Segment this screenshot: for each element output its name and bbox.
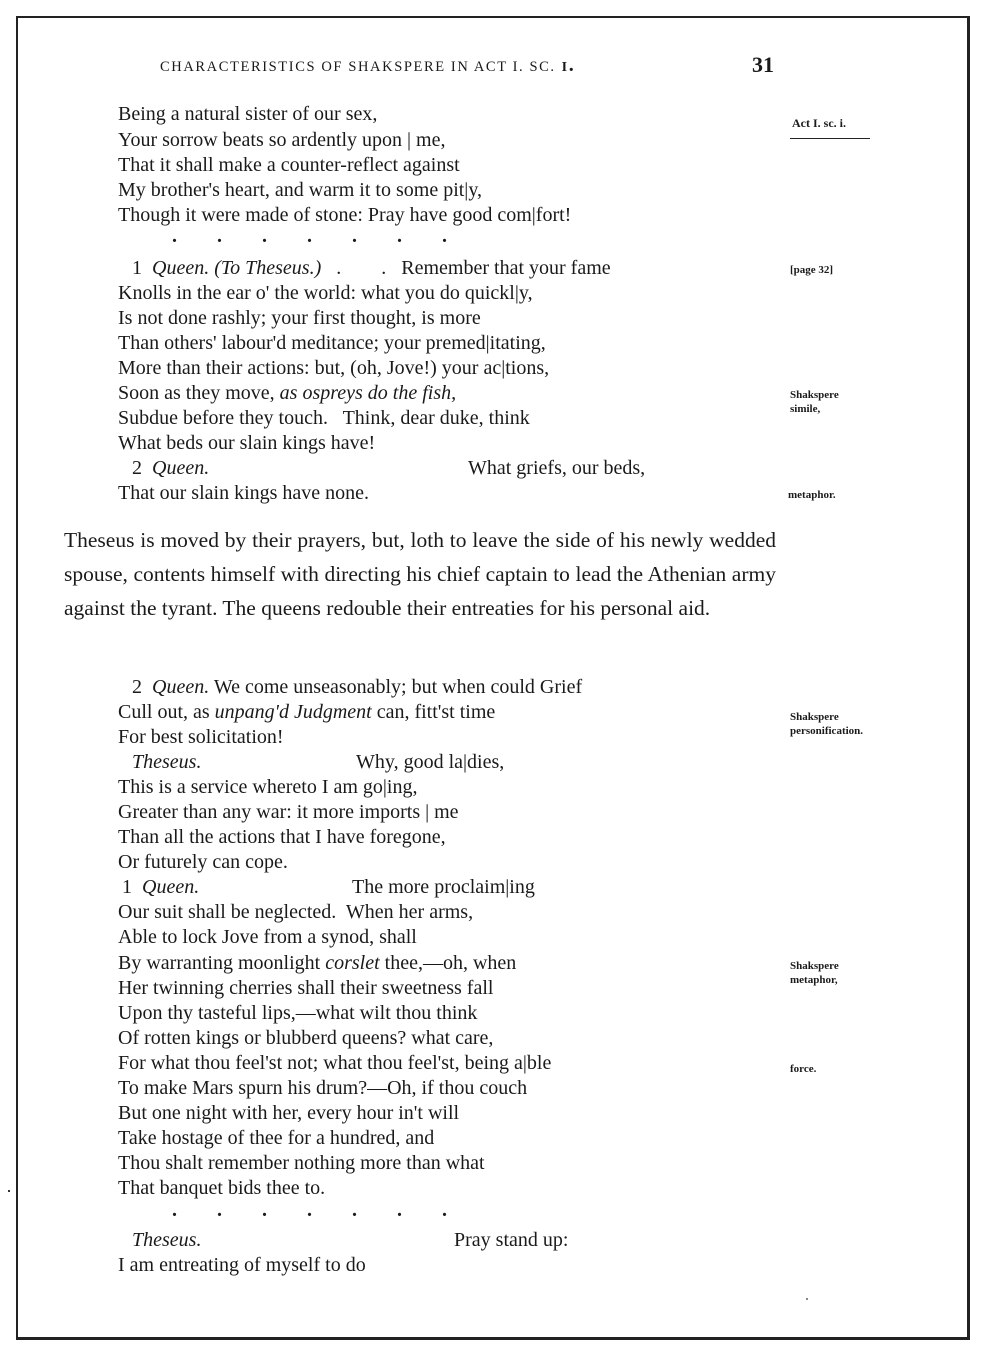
verse-line: To make Mars spurn his drum?—Oh, if thou couch — [118, 1077, 528, 1099]
verse-line: For what thou feel'st not; what thou feel'st, being a|ble — [118, 1052, 552, 1074]
verse-line: That it shall make a counter-reflect against — [118, 154, 460, 176]
verse-line: Subdue before they touch. Think, dear duke, think — [118, 407, 530, 429]
speaker-name: Queen. — [142, 876, 200, 898]
speaker-name: Theseus. — [132, 751, 202, 773]
verse-line-corslet — [118, 953, 516, 973]
verse-text: Pray stand up: — [454, 1229, 569, 1251]
verse-line: I am entreating of myself to do — [118, 1254, 366, 1276]
speech-start — [132, 1230, 201, 1250]
verse-line: Our suit shall be neglected. When her arms, — [118, 901, 474, 923]
verse-text: . . Remember that your fame — [336, 257, 611, 279]
verse-text: Why, good la|dies, — [356, 751, 505, 773]
verse-line: Knolls in the ear o' the world: what you do quickl|y, — [118, 282, 533, 304]
verse-line: Thou shalt remember nothing more than what — [118, 1152, 485, 1174]
margin-simile-2: simile, — [790, 403, 821, 415]
verse-text: thee,—oh, when — [379, 952, 517, 974]
verse-line: That banquet bids thee to. — [118, 1177, 326, 1199]
speech-start — [132, 677, 582, 697]
verse-line-osprey — [118, 383, 456, 403]
verse-line: Take hostage of thee for a hundred, and — [118, 1127, 435, 1149]
margin-rule — [790, 138, 870, 139]
running-header — [160, 54, 575, 77]
margin-simile-1: Shakspere — [790, 389, 839, 401]
speaker-number: 2 — [132, 457, 142, 479]
verse-line: Is not done rashly; your first thought, is more — [118, 307, 481, 329]
emphasis-text: as ospreys do the fish, — [279, 382, 457, 404]
speaker-name: Queen. — [152, 676, 210, 698]
verse-line: Able to lock Jove from a synod, shall — [118, 926, 417, 948]
margin-person-2: personification. — [790, 725, 864, 737]
print-speck — [8, 1190, 10, 1192]
ellipsis-dots: . . . . . . . — [172, 1199, 447, 1221]
header-title: CHARACTERISTICS OF SHAKSPERE IN ACT I. SC. — [160, 59, 556, 75]
speaker-name: Theseus. — [132, 1229, 202, 1251]
stage-direction: (To Theseus.) — [214, 257, 322, 279]
page-number: 31 — [752, 52, 774, 77]
speaker-number: 1 — [122, 876, 132, 898]
verse-line: Greater than any war: it more imports | me — [118, 801, 459, 823]
verse-line: This is a service whereto I am go|ing, — [118, 776, 418, 798]
verse-line: Your sorrow beats so ardently upon | me, — [118, 129, 446, 151]
speaker-number: 2 — [132, 676, 142, 698]
verse-text: Cull out, as — [118, 701, 215, 723]
verse-text: We come unseasonably; but when could Grief — [213, 676, 583, 698]
margin-act: Act I. sc. i. — [792, 116, 846, 130]
verse-line: What beds our slain kings have! — [118, 432, 376, 454]
ellipsis-dots: . . . . . . . — [172, 225, 447, 247]
verse-line-cull — [118, 702, 495, 722]
verse-line: My brother's heart, and warm it to some pit|y, — [118, 179, 483, 201]
verse-line: Than others' labour'd meditance; your premed|itating, — [118, 332, 546, 354]
speech-start — [132, 752, 201, 772]
margin-metaphor2-2: metaphor, — [790, 974, 838, 986]
speech-start — [132, 258, 611, 278]
verse-line: More than their actions: but, (oh, Jove!) your ac|tions, — [118, 357, 550, 379]
margin-force: force. — [790, 1063, 817, 1075]
verse-text: can, fitt'st time — [371, 701, 496, 723]
emphasis-text: corslet — [325, 952, 380, 974]
header-scene: i. — [561, 54, 576, 76]
prose-text: Theseus is moved by their prayers, but, loth to leave the side of his newly wedded spouse, contents himself with directing his chief captain to lead the Athenian army against the tyrant. The queens redouble their entreaties for his personal aid. — [64, 528, 776, 620]
speaker-name: Queen. — [152, 457, 210, 479]
speaker-name: Queen. — [152, 257, 210, 279]
verse-line: That our slain kings have none. — [118, 482, 370, 504]
verse-line: Her twinning cherries shall their sweetness fall — [118, 977, 494, 999]
speaker-number: 1 — [132, 257, 142, 279]
verse-text: Soon as they move, — [118, 382, 280, 404]
verse-line: Upon thy tasteful lips,—what wilt thou think — [118, 1002, 478, 1024]
prose-paragraph — [64, 523, 776, 625]
verse-line: Though it were made of stone: Pray have good com|fort! — [118, 204, 572, 226]
verse-line: For best solicitation! — [118, 726, 284, 748]
verse-line: Of rotten kings or blubberd queens? what care, — [118, 1027, 494, 1049]
margin-person-1: Shakspere — [790, 711, 839, 723]
emphasis-text: unpang'd Judgment — [214, 701, 372, 723]
verse-text: The more proclaim|ing — [352, 876, 535, 898]
speech-start — [132, 458, 209, 478]
margin-page32: [page 32] — [790, 264, 834, 276]
verse-text: What griefs, our beds, — [468, 457, 646, 479]
verse-text: By warranting moonlight — [118, 952, 326, 974]
margin-metaphor2-1: Shakspere — [790, 960, 839, 972]
margin-metaphor: metaphor. — [788, 489, 836, 501]
verse-line: Being a natural sister of our sex, — [118, 103, 378, 125]
verse-line: Or futurely can cope. — [118, 851, 288, 873]
speech-start — [122, 877, 199, 897]
verse-line: But one night with her, every hour in't will — [118, 1102, 460, 1124]
verse-line: Than all the actions that I have foregone, — [118, 826, 446, 848]
print-speck — [806, 1298, 808, 1300]
